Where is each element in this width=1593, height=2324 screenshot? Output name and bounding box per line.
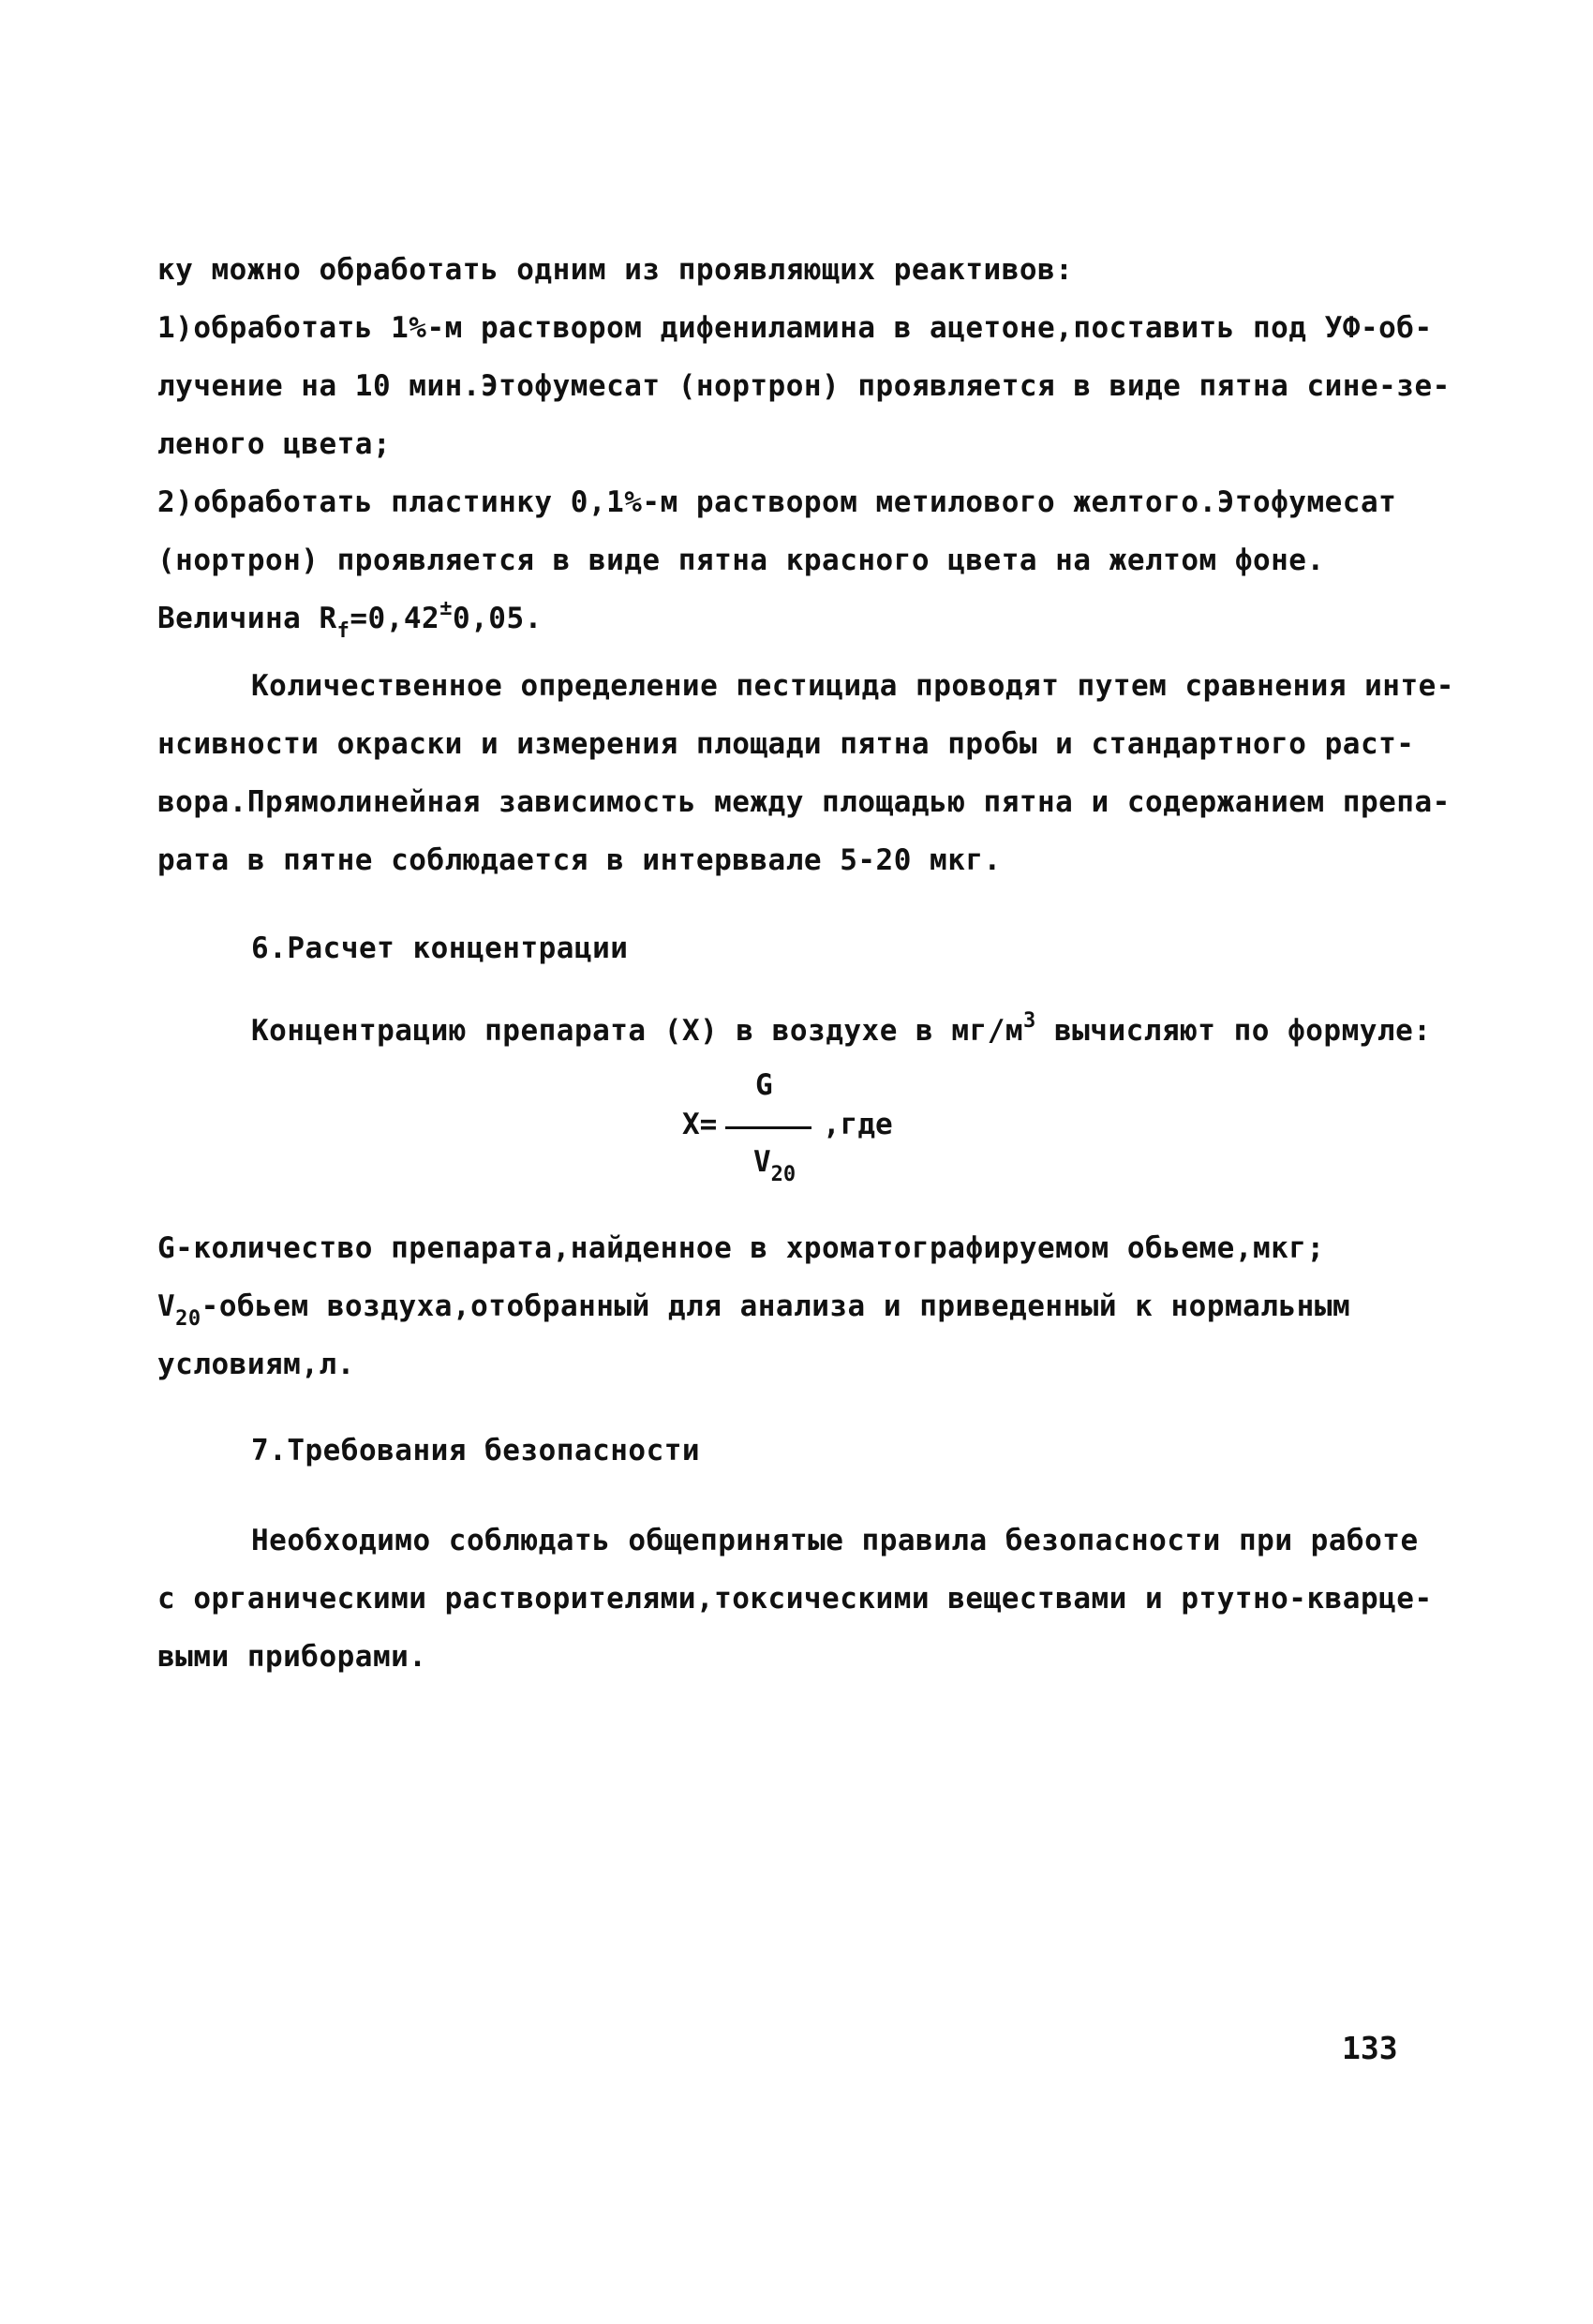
- text-line: лучение на 10 мин.Этофумесат (нортрон) проявляется в виде пятна сине-зе-: [157, 369, 1451, 403]
- denominator-base: V: [753, 1145, 771, 1179]
- formula-numerator: G: [755, 1068, 773, 1102]
- text-line: леного цвета;: [157, 427, 392, 461]
- text-line: (нортрон) проявляется в виде пятна красного цвета на желтом фоне.: [157, 544, 1325, 577]
- v-definition-text: -обьем воздуха,отобранный для анализа и приведенный к нормальным: [201, 1289, 1351, 1323]
- text-line: 2)обработать пластинку 0,1%-м раствором метилового желтого.Этофумесат: [157, 485, 1397, 519]
- rf-subscript: f: [336, 619, 350, 643]
- formula-intro-line: [251, 1009, 1432, 1053]
- formula-intro-text: Концентрацию препарата (X) в воздухе в мг/м: [251, 1014, 1024, 1048]
- rf-number: =0,42: [350, 602, 440, 635]
- cubed-superscript: 3: [1023, 1009, 1036, 1033]
- rf-label: Величина R: [157, 602, 337, 635]
- rf-error: 0,05.: [452, 602, 543, 635]
- rf-value-line: [157, 597, 543, 643]
- fraction-bar: [725, 1126, 811, 1129]
- text-line: рата в пятне соблюдается в интерввале 5-20 мкг.: [157, 843, 1002, 877]
- section-6-heading: 6.Расчет концентрации: [251, 931, 629, 965]
- text-line: Количественное определение пестицида проводят путем сравнения инте-: [251, 669, 1454, 703]
- formula-intro-tail: вычисляют по формуле:: [1035, 1014, 1432, 1048]
- text-line: с органическими растворителями,токсическими веществами и ртутно-кварце-: [157, 1582, 1433, 1616]
- v-subscript: 20: [175, 1307, 201, 1331]
- definition-v: [157, 1288, 1350, 1329]
- page-number: 133: [1342, 2030, 1398, 2066]
- text-line: 1)обработать 1%-м раствором дифениламина в ацетоне,поставить под УФ-об-: [157, 311, 1433, 345]
- text-line: Необходимо соблюдать общепринятые правила безопасности при работе: [251, 1524, 1419, 1557]
- text-line: ку можно обработать одним из проявляющих реактивов:: [157, 253, 1074, 287]
- text-line: выми приборами.: [157, 1640, 427, 1674]
- formula-lhs: X=: [682, 1108, 718, 1141]
- section-7-heading: 7.Требования безопасности: [251, 1434, 701, 1467]
- concentration-formula: [682, 1068, 907, 1190]
- text-line: вора.Прямолинейная зависимость между площадью пятна и содержанием препа-: [157, 785, 1451, 819]
- denominator-subscript: 20: [770, 1163, 796, 1186]
- plus-minus-sign: ±: [439, 597, 453, 620]
- text-line: условиям,л.: [157, 1348, 355, 1381]
- v-base: V: [157, 1289, 176, 1323]
- definition-g: G-количество препарата,найденное в хроматографируемом обьеме,мкг;: [157, 1231, 1325, 1265]
- formula-denominator: [753, 1145, 796, 1186]
- text-line: нсивности окраски и измерения площади пятна пробы и стандартного раст-: [157, 727, 1415, 761]
- formula-where: ,где: [823, 1108, 893, 1141]
